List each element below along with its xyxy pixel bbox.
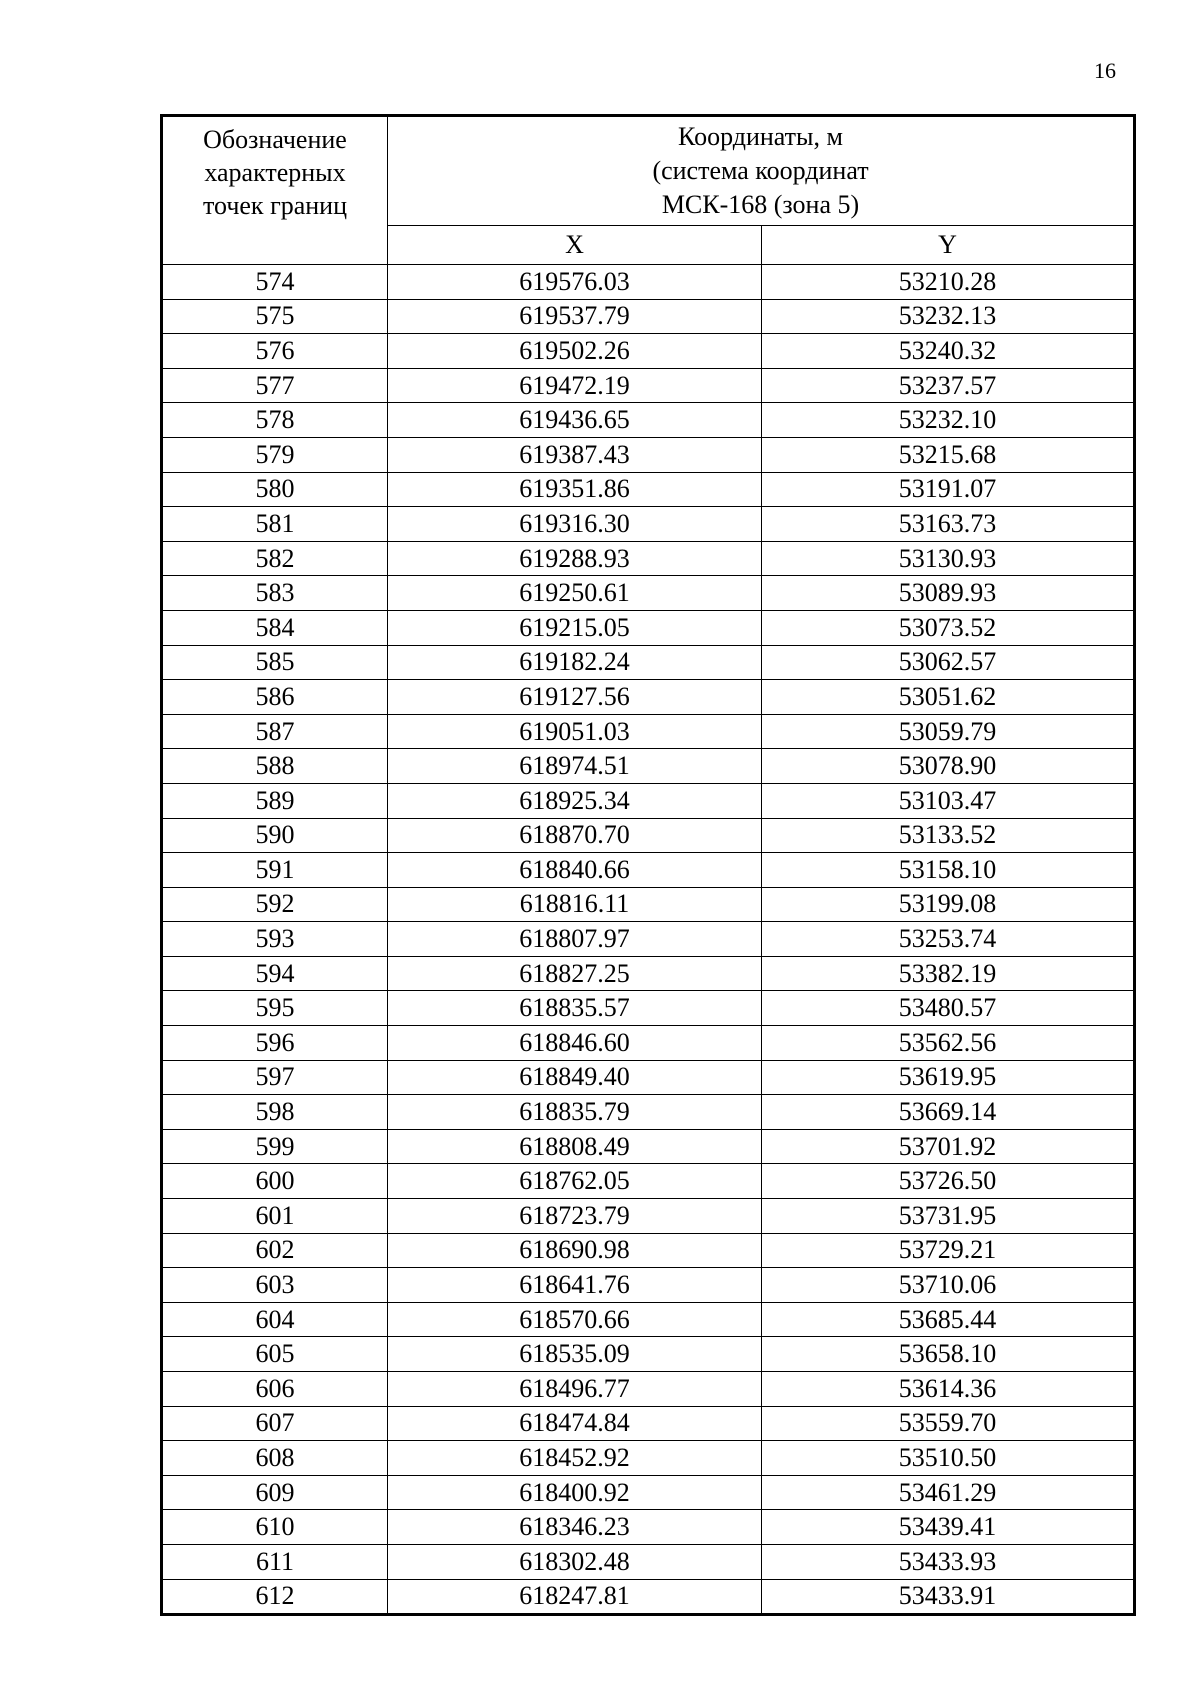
point-id-cell: 597 [162,1060,388,1095]
x-coordinate-cell: 618849.40 [388,1060,762,1095]
y-coordinate-cell: 53510.50 [762,1441,1135,1476]
x-coordinate-cell: 618870.70 [388,818,762,853]
table-row [162,541,1135,576]
point-id-cell: 587 [162,714,388,749]
y-coordinate-cell: 53433.93 [762,1544,1135,1579]
x-coordinate-cell: 619576.03 [388,265,762,300]
y-coordinate-cell: 53726.50 [762,1164,1135,1199]
table-row [162,1268,1135,1303]
y-coordinate-cell: 53433.91 [762,1579,1135,1615]
x-coordinate-cell: 618723.79 [388,1199,762,1234]
x-coordinate-cell: 618570.66 [388,1302,762,1337]
y-coordinate-cell: 53237.57 [762,368,1135,403]
y-coordinate-cell: 53669.14 [762,1095,1135,1130]
y-coordinate-cell: 53215.68 [762,437,1135,472]
table-row [162,1302,1135,1337]
y-coordinate-cell: 53559.70 [762,1406,1135,1441]
table-row [162,1579,1135,1615]
x-coordinate-cell: 619215.05 [388,610,762,645]
table-row [162,1337,1135,1372]
x-coordinate-cell: 618690.98 [388,1233,762,1268]
x-coordinate-cell: 619387.43 [388,437,762,472]
y-coordinate-cell: 53685.44 [762,1302,1135,1337]
y-coordinate-cell: 53158.10 [762,853,1135,888]
table-row [162,368,1135,403]
x-coordinate-cell: 618925.34 [388,783,762,818]
designation-header-line-3: точек границ [202,191,348,220]
x-coordinate-cell: 619288.93 [388,541,762,576]
table-row [162,265,1135,300]
x-coordinate-cell: 619182.24 [388,645,762,680]
point-id-cell: 576 [162,334,388,369]
y-coordinate-cell: 53731.95 [762,1199,1135,1234]
table-row [162,1441,1135,1476]
x-coordinate-cell: 618807.97 [388,922,762,957]
table-row [162,680,1135,715]
y-coordinate-cell: 53062.57 [762,645,1135,680]
y-coordinate-cell: 53133.52 [762,818,1135,853]
x-coordinate-cell: 618535.09 [388,1337,762,1372]
x-coordinate-cell: 619316.30 [388,507,762,542]
designation-header-line-1: Обозначение [203,125,347,154]
table-row [162,1510,1135,1545]
y-coordinate-cell: 53078.90 [762,749,1135,784]
table-row [162,887,1135,922]
point-id-cell: 586 [162,680,388,715]
table-row [162,1233,1135,1268]
point-id-cell: 581 [162,507,388,542]
point-id-cell: 575 [162,299,388,334]
point-id-cell: 590 [162,818,388,853]
table-row [162,991,1135,1026]
table-row [162,749,1135,784]
table-row [162,1095,1135,1130]
y-coordinate-cell: 53051.62 [762,680,1135,715]
coordinates-header-line-3: МСК-168 (зона 5) [661,190,860,219]
page-number: 16 [1094,58,1116,83]
table-row [162,922,1135,957]
x-coordinate-cell: 618762.05 [388,1164,762,1199]
y-coordinate-cell: 53729.21 [762,1233,1135,1268]
y-coordinate-cell: 53163.73 [762,507,1135,542]
x-coordinate-cell: 618641.76 [388,1268,762,1303]
x-coordinate-cell: 619127.56 [388,680,762,715]
table-body [162,265,1135,1615]
y-coordinate-cell: 53619.95 [762,1060,1135,1095]
point-id-cell: 601 [162,1199,388,1234]
table-row [162,714,1135,749]
table-row [162,1544,1135,1579]
table-row [162,1129,1135,1164]
table-row [162,1026,1135,1061]
point-id-cell: 612 [162,1579,388,1615]
y-column-header: Y [762,226,1135,265]
table-row [162,1199,1135,1234]
designation-header [162,116,388,265]
x-coordinate-cell: 618827.25 [388,956,762,991]
x-coordinate-cell: 618302.48 [388,1544,762,1579]
y-coordinate-cell: 53701.92 [762,1129,1135,1164]
point-id-cell: 593 [162,922,388,957]
point-id-cell: 577 [162,368,388,403]
y-coordinate-cell: 53439.41 [762,1510,1135,1545]
y-coordinate-cell: 53614.36 [762,1372,1135,1407]
y-coordinate-cell: 53232.13 [762,299,1135,334]
y-coordinate-cell: 53253.74 [762,922,1135,957]
y-coordinate-cell: 53382.19 [762,956,1135,991]
y-coordinate-cell: 53461.29 [762,1475,1135,1510]
table-row [162,783,1135,818]
table-row [162,1164,1135,1199]
x-coordinate-cell: 618835.79 [388,1095,762,1130]
point-id-cell: 591 [162,853,388,888]
table-row [162,334,1135,369]
y-coordinate-cell: 53199.08 [762,887,1135,922]
table-row [162,645,1135,680]
x-coordinate-cell: 618835.57 [388,991,762,1026]
y-coordinate-cell: 53232.10 [762,403,1135,438]
x-coordinate-cell: 619051.03 [388,714,762,749]
point-id-cell: 603 [162,1268,388,1303]
point-id-cell: 610 [162,1510,388,1545]
y-coordinate-cell: 53089.93 [762,576,1135,611]
point-id-cell: 608 [162,1441,388,1476]
table-row [162,1406,1135,1441]
table-row [162,956,1135,991]
table-row [162,610,1135,645]
y-coordinate-cell: 53103.47 [762,783,1135,818]
point-id-cell: 607 [162,1406,388,1441]
table-row [162,403,1135,438]
y-coordinate-cell: 53073.52 [762,610,1135,645]
x-coordinate-cell: 618846.60 [388,1026,762,1061]
table-row [162,818,1135,853]
x-coordinate-cell: 618452.92 [388,1441,762,1476]
table-row [162,576,1135,611]
x-coordinate-cell: 619250.61 [388,576,762,611]
point-id-cell: 588 [162,749,388,784]
y-coordinate-cell: 53210.28 [762,265,1135,300]
coordinates-header [388,116,1135,226]
y-coordinate-cell: 53480.57 [762,991,1135,1026]
point-id-cell: 582 [162,541,388,576]
x-coordinate-cell: 618816.11 [388,887,762,922]
coordinates-header-line-2: (система координат [652,156,869,185]
x-coordinate-cell: 618496.77 [388,1372,762,1407]
point-id-cell: 574 [162,265,388,300]
x-coordinate-cell: 619436.65 [388,403,762,438]
y-coordinate-cell: 53240.32 [762,334,1135,369]
point-id-cell: 602 [162,1233,388,1268]
x-coordinate-cell: 618808.49 [388,1129,762,1164]
x-coordinate-cell: 618840.66 [388,853,762,888]
point-id-cell: 585 [162,645,388,680]
table-row [162,437,1135,472]
x-coordinate-cell: 618346.23 [388,1510,762,1545]
y-coordinate-cell: 53130.93 [762,541,1135,576]
table-row [162,472,1135,507]
designation-header-line-2: характерных [204,158,346,187]
point-id-cell: 579 [162,437,388,472]
x-coordinate-cell: 618247.81 [388,1579,762,1615]
y-coordinate-cell: 53710.06 [762,1268,1135,1303]
x-column-header: X [388,226,762,265]
table-row [162,1060,1135,1095]
point-id-cell: 609 [162,1475,388,1510]
point-id-cell: 605 [162,1337,388,1372]
x-coordinate-cell: 619537.79 [388,299,762,334]
y-coordinate-cell: 53059.79 [762,714,1135,749]
x-coordinate-cell: 618474.84 [388,1406,762,1441]
point-id-cell: 589 [162,783,388,818]
point-id-cell: 594 [162,956,388,991]
y-coordinate-cell: 53562.56 [762,1026,1135,1061]
point-id-cell: 611 [162,1544,388,1579]
x-coordinate-cell: 618974.51 [388,749,762,784]
table-row [162,299,1135,334]
point-id-cell: 604 [162,1302,388,1337]
point-id-cell: 596 [162,1026,388,1061]
table-row [162,1475,1135,1510]
x-coordinate-cell: 619472.19 [388,368,762,403]
coordinates-table [160,114,1136,1616]
point-id-cell: 583 [162,576,388,611]
table-row [162,507,1135,542]
x-coordinate-cell: 619502.26 [388,334,762,369]
y-coordinate-cell: 53658.10 [762,1337,1135,1372]
x-coordinate-cell: 618400.92 [388,1475,762,1510]
point-id-cell: 599 [162,1129,388,1164]
point-id-cell: 606 [162,1372,388,1407]
point-id-cell: 598 [162,1095,388,1130]
x-coordinate-cell: 619351.86 [388,472,762,507]
point-id-cell: 600 [162,1164,388,1199]
point-id-cell: 595 [162,991,388,1026]
y-coordinate-cell: 53191.07 [762,472,1135,507]
table-row [162,853,1135,888]
point-id-cell: 584 [162,610,388,645]
coordinates-header-line-1: Координаты, м [678,122,843,151]
table-row [162,1372,1135,1407]
point-id-cell: 580 [162,472,388,507]
point-id-cell: 578 [162,403,388,438]
point-id-cell: 592 [162,887,388,922]
